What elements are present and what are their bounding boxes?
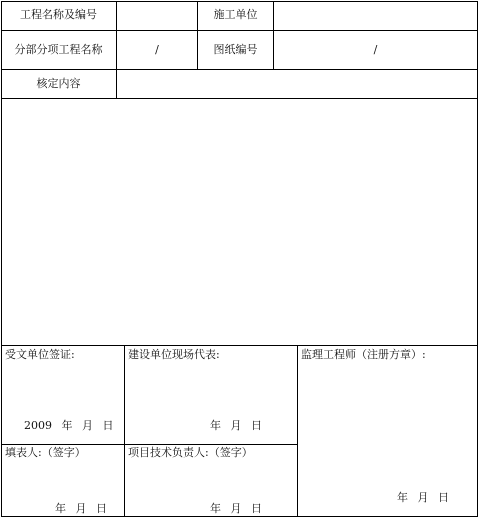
builder-rep-label: 建设单位现场代表: (128, 348, 220, 361)
col-divider-sign-1 (124, 345, 125, 517)
tech-lead-sign-date[interactable]: 年 月 日 (210, 502, 262, 515)
filler-sign-date[interactable]: 年 月 日 (55, 502, 107, 515)
border-bottom (1, 516, 478, 517)
filler-sign-label: 填表人:（签字） (5, 446, 86, 459)
verify-content-label: 核定内容 (36, 77, 81, 90)
project-name-label: 工程名称及编号 (20, 8, 97, 21)
row-divider-3 (1, 98, 478, 99)
tech-lead-sign-label: 项目技术负责人:（签字） (128, 446, 253, 459)
row-divider-2 (1, 69, 478, 70)
col-divider-sign-2 (297, 345, 298, 517)
border-top (1, 1, 478, 2)
row-divider-5 (1, 444, 297, 445)
construction-unit-label: 施工单位 (213, 8, 258, 21)
border-right (477, 1, 478, 517)
supervisor-label: 监理工程师（注册方章）: (301, 348, 426, 361)
drawing-no-label: 图纸编号 (213, 43, 258, 56)
subproject-label: 分部分项工程名称 (14, 43, 103, 56)
drawing-no-value[interactable]: / (373, 43, 378, 56)
row-divider-4 (1, 345, 478, 346)
receiver-sign-label: 受文单位签证: (5, 348, 75, 361)
row-divider-1 (1, 30, 478, 31)
subproject-value[interactable]: / (155, 43, 159, 56)
col-divider-right (273, 1, 274, 69)
builder-rep-date[interactable]: 年 月 日 (210, 419, 262, 432)
supervisor-date[interactable]: 年 月 日 (397, 491, 449, 504)
receiver-sign-date[interactable]: 2009 年 月 日 (24, 419, 114, 432)
